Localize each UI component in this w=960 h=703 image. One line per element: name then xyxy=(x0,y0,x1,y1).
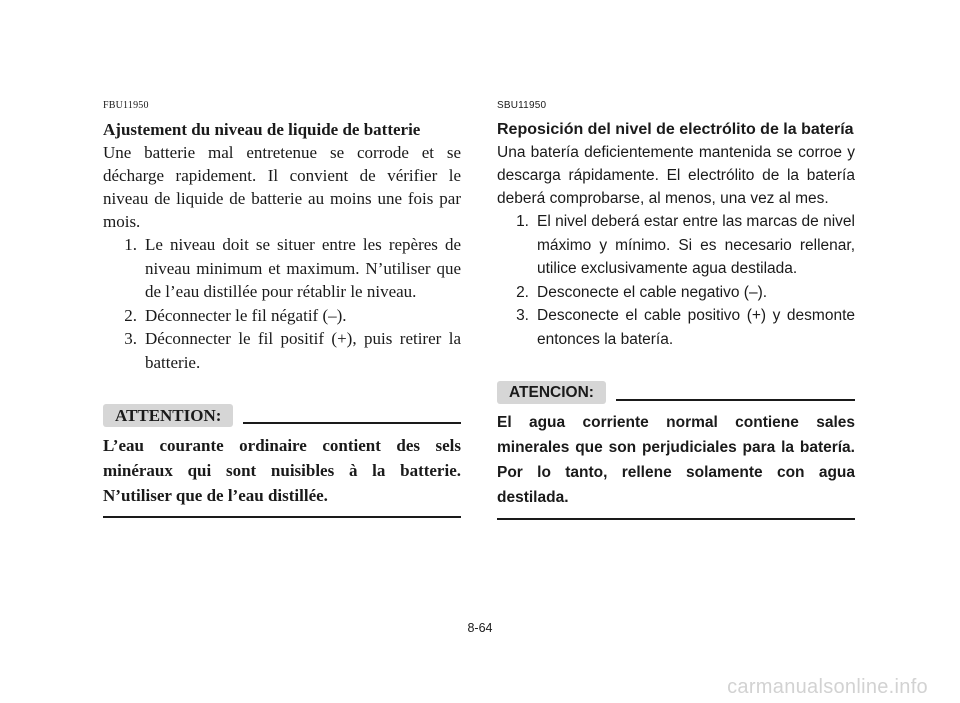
caution-end-rule xyxy=(103,516,461,518)
section-code: FBU11950 xyxy=(103,100,149,111)
step-text: Le niveau doit se situer entre les repères de niveau minimum et maximum. N’utiliser que de l’eau distillée pour rétablir le niveau. xyxy=(145,235,461,301)
step-number: 3. xyxy=(516,307,529,324)
steps-list xyxy=(103,233,461,374)
step-text: Déconnecter le fil négatif (–). xyxy=(145,305,347,325)
caution-rule xyxy=(616,399,855,401)
step-number: 2. xyxy=(516,283,529,301)
steps-list xyxy=(497,210,855,351)
step-number: 2. xyxy=(124,305,137,325)
list-item xyxy=(497,210,855,281)
caution-text: El agua corriente normal contiene sales minerales que son perjudiciales para la batería. Por lo tanto, rellene solamente con agua destilada. xyxy=(497,414,855,506)
caution-text: L’eau courante ordinaire contient des sels minéraux qui sont nuisibles à la batterie. N’utiliser que de l’eau distillée. xyxy=(103,436,461,505)
section-title: Reposición del nivel de electrólito de la batería xyxy=(497,121,854,138)
step-text: Desconecte el cable negativo (–). xyxy=(537,283,768,301)
list-item xyxy=(103,327,461,374)
french-column xyxy=(103,100,461,518)
step-text: Desconecte el cable positivo (+) y desmonte entonces la batería. xyxy=(537,307,855,348)
list-item xyxy=(103,233,461,304)
section-code: SBU11950 xyxy=(497,100,547,111)
page-number: 8-64 xyxy=(467,621,493,635)
step-number: 3. xyxy=(124,329,137,348)
spanish-column xyxy=(497,100,855,520)
step-number: 1. xyxy=(516,213,529,230)
watermark: carmanualsonline.info xyxy=(727,676,928,698)
section-title: Ajustement du niveau de liquide de batterie xyxy=(103,120,421,139)
list-item xyxy=(103,304,461,328)
step-text: Déconnecter le fil positif (+), puis retirer la batterie. xyxy=(145,329,461,372)
step-number: 1. xyxy=(124,235,137,254)
caution-end-rule xyxy=(497,518,855,520)
caution-rule xyxy=(243,422,461,424)
caution-header xyxy=(497,381,855,404)
intro-paragraph: Una batería deficientemente mantenida se corroe y descarga rápidamente. El electrólito de la batería deberá comprobarse, al menos, una vez al mes. xyxy=(497,144,855,207)
caution-badge: ATENCION: xyxy=(497,381,606,404)
caution-header xyxy=(103,404,461,427)
list-item xyxy=(497,281,855,305)
intro-paragraph: Une batterie mal entretenue se corrode et se décharge rapidement. Il convient de vérifier le niveau de liquide de batterie au moins une fois par mois. xyxy=(103,143,461,231)
caution-badge: ATTENTION: xyxy=(103,404,233,427)
step-text: El nivel deberá estar entre las marcas de nivel máximo y mínimo. Si es necesario rellenar, utilice exclusivamente agua destilada. xyxy=(537,213,855,277)
list-item xyxy=(497,304,855,351)
